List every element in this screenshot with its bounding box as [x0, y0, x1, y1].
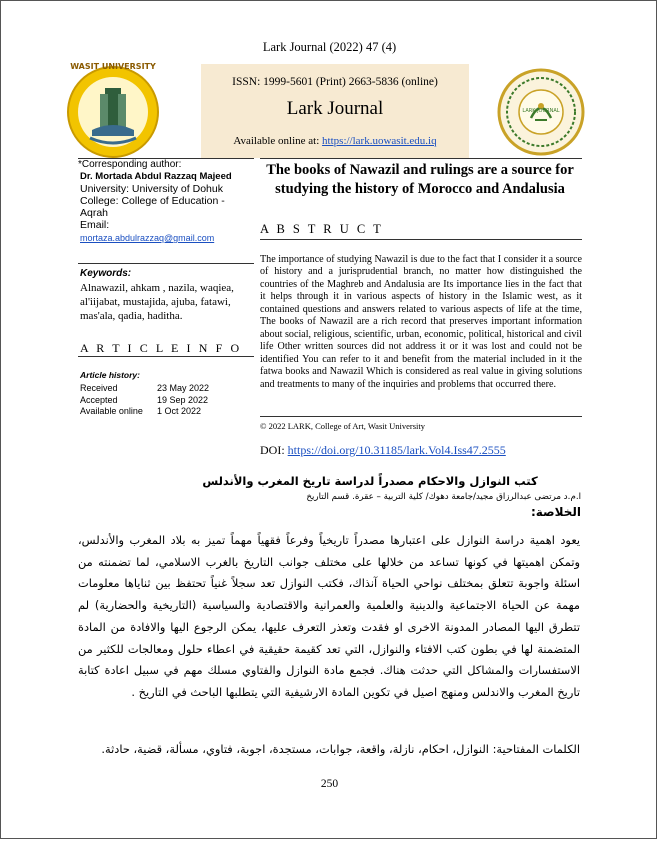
- doi-label: DOI:: [260, 443, 285, 457]
- history-value: 1 Oct 2022: [157, 406, 202, 416]
- author-name: Dr. Mortada Abdul Razzaq Majeed: [80, 171, 232, 182]
- journal-name: Lark Journal: [286, 98, 384, 119]
- affiliation-line: University: University of Dohuk: [80, 183, 223, 195]
- issn: ISSN: 1999-5601 (Print) 2663-5836 (online): [232, 76, 438, 88]
- corresponding-author-label: *Corresponding author:: [78, 159, 182, 170]
- university-logo-text: WASIT UNIVERSITY: [70, 62, 156, 71]
- keywords-text: Alnawazil, ahkam , nazila, waqiea, al'iijabat, mustajida, ajuba, fatawi, mas'ala, qadia, haditha.: [80, 282, 234, 322]
- article-info-title: A R T I C L E I N F O: [80, 341, 242, 355]
- doi-link[interactable]: https://doi.org/10.31185/lark.Vol4.Iss47.2555: [287, 443, 506, 457]
- history-key: Received: [80, 383, 118, 393]
- journal-citation: Lark Journal (2022) 47 (4): [262, 40, 397, 54]
- arabic-authors: ا.م.د مرتضى عبدالرزاق مجيد/جامعة دهوك/ كلية التربية – عقرة. قسم التاريخ: [306, 492, 581, 502]
- abstract-label: A B S T R U C T: [260, 222, 384, 236]
- history-key: Available online: [80, 406, 143, 416]
- author-affiliation: [80, 183, 252, 244]
- history-row: [80, 395, 230, 405]
- journal-seal-text: LARK JOURNAL: [522, 108, 560, 114]
- affiliation-line: College: College of Education -: [80, 195, 225, 207]
- arabic-summary-label: الخلاصة:: [530, 505, 581, 519]
- article-history-label: Article history:: [80, 370, 140, 380]
- available-label: Available online at:: [233, 135, 320, 147]
- copyright: © 2022 LARK, College of Art, Wasit University: [260, 421, 425, 431]
- journal-url-link[interactable]: https://lark.uowasit.edu.iq: [322, 135, 437, 147]
- arabic-summary-body: يعود اهمية دراسة النوازل على اعتبارها مصدراً تاريخياً وفرعاً فقهياً مهماً تميز به بلاد المغرب والأندلس، وتمكن اهميتها في كونها تساعد من خلالها على مختلف جوانب التاريخ بالغرب الاسلامي، لما تضمنته من اسئلة واجوبة تتعلق بمختلف نواحي الحياة آنذاك، فكتب النوازل تعد سجلاً غنياً تحتفظ بين ثناياها معلومات مهمة عن الحياة الاجتماعية والدينية والعلمية والعمرانية والاقتصادية والسياسية (التاريخية والحضارية) لم تتطرق اليها المصادر المدونة الاخرى او فقدت وتعذر التعرف عليها، يمكن الرجوع اليها والافادة من المادة المتضمنة لها في بطون كتب الافتاء والنوازل، التي تعد كقيمة حقيقية في اعطاء حلول ومعالجات للكثير من الاستفسارات والمشاكل التي حدثت هناك. فجمع مادة النوازل والفتاوي مسلك مهم في سبيل اعادة كتابة تاريخ المغرب والاندلس ومنهج اصيل في تكوين المادة الارشيفية التي يتطلبها الباحث في التاريخ .: [78, 533, 580, 699]
- history-value: 23 May 2022: [157, 383, 210, 393]
- article-title: The books of Nawazil and rulings are a source for studying the history of Morocco and Andalusia: [266, 162, 574, 197]
- affiliation-line: Email:: [80, 219, 110, 231]
- history-row: [80, 406, 230, 416]
- divider: [78, 263, 254, 264]
- arabic-keywords: الكلمات المفتاحية: النوازل، احكام، نازلة، واقعة، جوابات، مستجدة، اجوبة، فتاوي، مسألة، قضية، حادثة.: [101, 742, 580, 756]
- divider: [260, 416, 582, 417]
- university-logo: [62, 64, 164, 160]
- available-online: [201, 135, 469, 147]
- arabic-title: كتب النوازل والاحكام مصدراً لدراسة تاريخ المغرب والأندلس: [202, 474, 538, 488]
- doi: [260, 443, 506, 458]
- history-value: 19 Sep 2022: [157, 395, 209, 405]
- abstract-text: The importance of studying Nawazil is due to the fact that I consider it a source of history and a jurisprudential branch, no matter how distinguished the countries of the Maghreb and Andalusia are Its importance lies in the fact that it helps through it in various aspects of history in the Islamic west, as it contained questions and answers related to various aspects of life at the time, The books of Nawazil are a rich record that preserves important information about social, religious, scientific, urban, economic, political, historical and civil life Other written sources did not address it or it was lost and could not be identified You can refer to it and benefit from the material included in it the fatwa books and Nawazil Which is considered as real value in giving solutions and treatments to many of the inquiries and problems that occurred there.: [260, 254, 582, 390]
- email-link[interactable]: mortaza.abdulrazzaq@gmail.com: [80, 233, 215, 243]
- history-row: [80, 383, 230, 393]
- divider: [260, 239, 582, 240]
- divider: [78, 356, 254, 357]
- divider: [260, 158, 582, 159]
- page-number: 250: [320, 778, 339, 790]
- history-key: Accepted: [80, 395, 118, 405]
- affiliation-line: Aqrah: [80, 207, 109, 219]
- keywords-label: Keywords:: [80, 268, 132, 279]
